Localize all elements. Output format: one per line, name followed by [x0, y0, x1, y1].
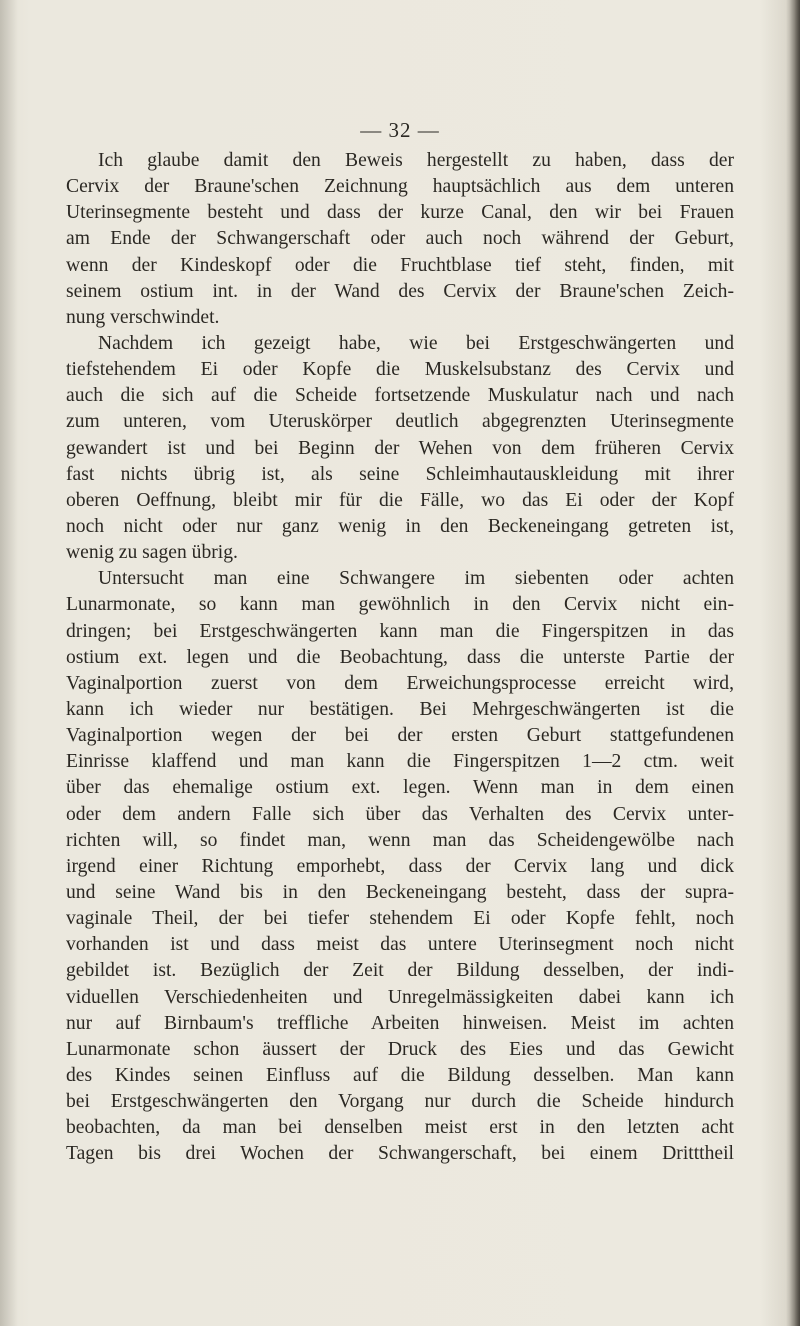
text-line: fast nichts übrig ist, als seine Schleimhautauskleidung mit ihrer: [66, 463, 734, 485]
text-line: Ich glaube damit den Beweis hergestellt zu haben, dass der: [98, 150, 734, 171]
text-line: noch nicht oder nur ganz wenig in den Beckeneingang getreten ist,: [66, 515, 734, 537]
page-left-edge: [0, 0, 18, 1326]
text-line: Vaginalportion zuerst von dem Erweichungsprocesse erreicht wird,: [66, 672, 734, 694]
text-line: Einrisse klaffend und man kann die Fingerspitzen 1—2 ctm. weit: [66, 751, 734, 773]
text-line: wenig zu sagen übrig.: [66, 542, 238, 564]
text-line: Cervix der Braune'schen Zeichnung hauptsächlich aus dem unteren: [66, 176, 734, 198]
text-line: bei Erstgeschwängerten den Vorgang nur durch die Scheide hindurch: [66, 1091, 734, 1113]
text-line: und seine Wand bis in den Beckeneingang besteht, dass der supra-: [66, 881, 734, 903]
text-line: Uterinsegmente besteht und dass der kurze Canal, den wir bei Frauen: [66, 202, 734, 224]
text-line: Vaginalportion wegen der bei der ersten Geburt stattgefundenen: [66, 725, 734, 747]
text-line: vaginale Theil, der bei tiefer stehendem Ei oder Kopfe fehlt, noch: [66, 908, 734, 930]
text-line: ostium ext. legen und die Beobachtung, dass die unterste Partie der: [66, 646, 734, 668]
text-line: zum unteren, vom Uteruskörper deutlich abgegrenzten Uterinsegmente: [66, 411, 734, 433]
text-line: am Ende der Schwangerschaft oder auch noch während der Geburt,: [66, 228, 734, 250]
text-line: gewandert ist und bei Beginn der Wehen von dem früheren Cervix: [66, 437, 734, 459]
body-text: [66, 148, 734, 1167]
text-line: auch die sich auf die Scheide fortsetzende Muskulatur nach und nach: [66, 385, 734, 407]
text-line: nung verschwindet.: [66, 306, 220, 328]
text-line: viduellen Verschiedenheiten und Unregelmässigkeiten dabei kann ich: [66, 986, 734, 1008]
text-line: Tagen bis drei Wochen der Schwangerschaft, bei einem Dritttheil: [66, 1143, 734, 1165]
text-line: kann ich wieder nur bestätigen. Bei Mehrgeschwängerten ist die: [66, 698, 734, 720]
text-line: Lunarmonate schon äussert der Druck des Eies und das Gewicht: [66, 1038, 734, 1060]
text-line: richten will, so findet man, wenn man das Scheidengewölbe nach: [66, 829, 734, 851]
text-line: tiefstehendem Ei oder Kopfe die Muskelsubstanz des Cervix und: [66, 359, 734, 381]
page-binding-shadow: [786, 0, 800, 1326]
text-line: über das ehemalige ostium ext. legen. Wenn man in dem einen: [66, 777, 734, 799]
text-line: gebildet ist. Bezüglich der Zeit der Bildung desselben, der indi-: [66, 960, 734, 982]
text-line: seinem ostium int. in der Wand des Cervix der Braune'schen Zeich-: [66, 280, 734, 302]
text-line: vorhanden ist und dass meist das untere Uterinsegment noch nicht: [66, 934, 734, 956]
page-number: — 32 —: [360, 118, 440, 142]
text-line: nur auf Birnbaum's treffliche Arbeiten hinweisen. Meist im achten: [66, 1012, 734, 1034]
text-line: Untersucht man eine Schwangere im siebenten oder achten: [98, 568, 734, 590]
text-line: Lunarmonate, so kann man gewöhnlich in den Cervix nicht ein-: [66, 594, 734, 616]
text-line: Nachdem ich gezeigt habe, wie bei Erstgeschwängerten und: [98, 332, 734, 354]
text-line: wenn der Kindeskopf oder die Fruchtblase tief steht, finden, mit: [66, 254, 734, 276]
text-line: dringen; bei Erstgeschwängerten kann man die Fingerspitzen in das: [66, 620, 734, 642]
text-line: oberen Oeffnung, bleibt mir für die Fälle, wo das Ei oder der Kopf: [66, 489, 734, 511]
text-line: beobachten, da man bei denselben meist erst in den letzten acht: [66, 1117, 734, 1139]
text-line: oder dem andern Falle sich über das Verhalten des Cervix unter-: [66, 803, 734, 825]
text-line: irgend einer Richtung emporhebt, dass der Cervix lang und dick: [66, 855, 734, 877]
text-line: des Kindes seinen Einfluss auf die Bildung desselben. Man kann: [66, 1064, 734, 1086]
